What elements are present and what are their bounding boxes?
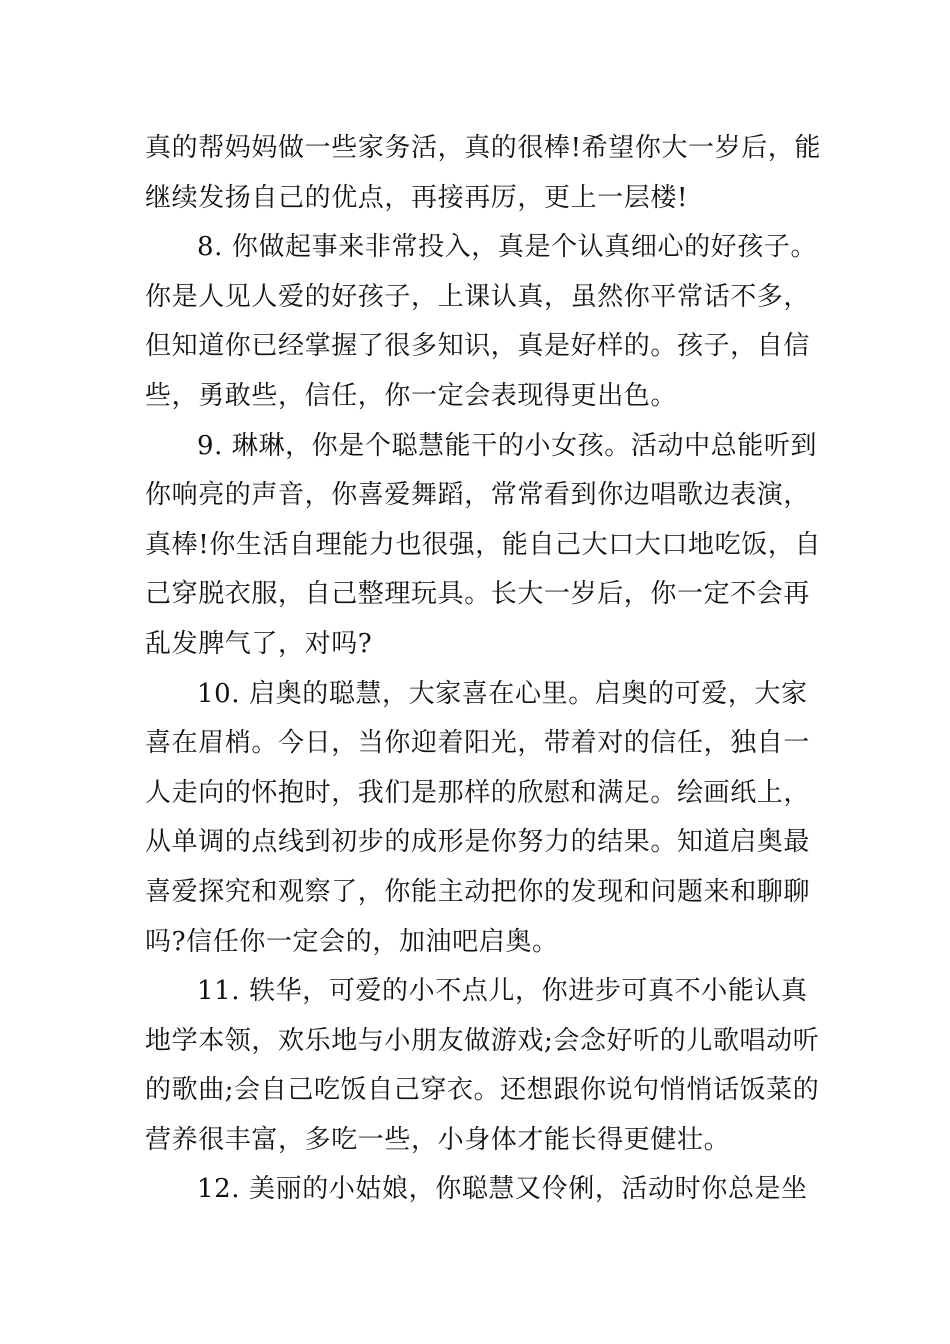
text-line: 人走向的怀抱时，我们是那样的欣慰和满足。绘画纸上，	[145, 777, 811, 808]
text-line: 己穿脱衣服，自己整理玩具。长大一岁后，你一定不会再	[145, 579, 811, 610]
text-line: 的歌曲;会自己吃饭自己穿衣。还想跟你说句悄悄话饭菜的	[145, 1075, 820, 1106]
text-line: 从单调的点线到初步的成形是你努力的结果。知道启奥最	[145, 827, 811, 858]
text-line: 11. 轶华，可爱的小不点儿，你进步可真不小能认真	[197, 976, 808, 1007]
text-line: 10. 启奥的聪慧，大家喜在心里。启奥的可爱，大家	[197, 678, 808, 709]
text-line: 真棒!你生活自理能力也很强，能自己大口大口地吃饭，自	[145, 529, 822, 560]
text-line: 9. 琳琳，你是个聪慧能干的小女孩。活动中总能听到	[197, 430, 818, 461]
text-line: 8. 你做起事来非常投入，真是个认真细心的好孩子。	[197, 232, 818, 263]
text-line: 吗?信任你一定会的，加油吧启奥。	[145, 926, 559, 957]
text-line: 喜爱探究和观察了，你能主动把你的发现和问题来和聊聊	[145, 876, 811, 907]
text-line: 营养很丰富，多吃一些，小身体才能长得更健壮。	[145, 1124, 731, 1155]
text-line: 真的帮妈妈做一些家务活，真的很棒!希望你大一岁后，能	[145, 133, 822, 163]
text-line: 但知道你已经掌握了很多知识，真是好样的。孩子，自信	[145, 331, 811, 362]
text-line: 你响亮的声音，你喜爱舞蹈，常常看到你边唱歌边表演，	[145, 480, 811, 511]
text-line: 喜在眉梢。今日，当你迎着阳光，带着对的信任，独自一	[145, 728, 811, 759]
text-line: 些，勇敢些，信任，你一定会表现得更出色。	[145, 380, 678, 411]
body-text	[145, 124, 822, 1215]
text-line: 地学本领，欢乐地与小朋友做游戏;会念好听的儿歌唱动听	[145, 1025, 820, 1056]
text-line: 继续发扬自己的优点，再接再厉，更上一层楼!	[145, 182, 689, 213]
text-line: 乱发脾气了，对吗?	[145, 628, 373, 659]
text-line: 你是人见人爱的好孩子，上课认真，虽然你平常话不多，	[145, 281, 811, 312]
text-line: 12. 美丽的小姑娘，你聪慧又伶俐，活动时你总是坐	[197, 1174, 808, 1205]
